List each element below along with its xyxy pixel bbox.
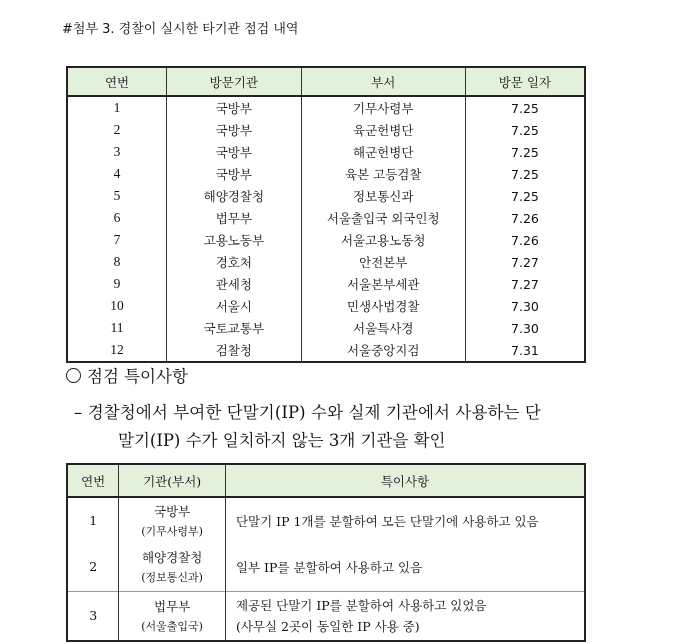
table-row bbox=[67, 141, 585, 163]
row-dept: 안전본부 bbox=[301, 251, 465, 273]
row-dept: 서울출입국 외국인청 bbox=[301, 207, 465, 229]
row-no: 3 bbox=[113, 144, 121, 159]
table-row bbox=[67, 185, 585, 207]
header-agency-dept: 기관(부서) bbox=[119, 464, 226, 497]
row-agency bbox=[119, 591, 226, 641]
row-dept: 해군헌병단 bbox=[301, 141, 465, 163]
table-row bbox=[67, 96, 585, 119]
row-agency: 고용노동부 bbox=[167, 229, 301, 251]
visit-table-header bbox=[67, 67, 585, 96]
agency-name: 해양경찰청 bbox=[141, 550, 203, 566]
row-no: 7 bbox=[113, 232, 121, 247]
row-date: 7.30 bbox=[465, 295, 585, 317]
table-row bbox=[67, 273, 585, 295]
header-dept: 부서 bbox=[301, 67, 465, 96]
row-date: 7.27 bbox=[465, 251, 585, 273]
paragraph-line-2: 말기(IP) 수가 일치하지 않는 3개 기관을 확인 bbox=[118, 431, 446, 450]
visit-table bbox=[66, 66, 586, 363]
issue-table-header bbox=[67, 464, 585, 497]
row-dept: 서울본부세관 bbox=[301, 273, 465, 295]
table-row bbox=[67, 497, 585, 543]
row-dept: 서울특사경 bbox=[301, 317, 465, 339]
header-date: 방문 일자 bbox=[465, 67, 585, 96]
row-agency: 법무부 bbox=[167, 207, 301, 229]
row-date: 7.31 bbox=[465, 339, 585, 362]
table-row bbox=[67, 591, 585, 641]
agency-name: 국방부 bbox=[154, 504, 191, 519]
row-agency: 경호처 bbox=[167, 251, 301, 273]
note-line-1: 일부 IP를 분할하여 사용하고 있음 bbox=[235, 559, 423, 575]
table-row bbox=[67, 317, 585, 339]
row-no: 9 bbox=[113, 276, 121, 291]
table-row bbox=[67, 543, 585, 591]
header-agency: 방문기관 bbox=[167, 67, 301, 96]
row-dept: 정보통신과 bbox=[301, 185, 465, 207]
note-line-1: 제공된 단말기 IP를 분할하여 사용하고 있었음 bbox=[235, 598, 487, 614]
circle-bullet-icon bbox=[66, 368, 81, 383]
row-no: 4 bbox=[113, 166, 121, 181]
agency-dept: (기무사령부) bbox=[141, 525, 203, 538]
row-date: 7.25 bbox=[465, 119, 585, 141]
row-dept: 서울중앙지검 bbox=[301, 339, 465, 362]
header-no: 연번 bbox=[67, 464, 119, 497]
row-agency: 국방부 bbox=[167, 163, 301, 185]
row-agency bbox=[119, 543, 226, 591]
row-dept: 육본 고등검찰 bbox=[301, 163, 465, 185]
document-title: #첨부 3. 경찰이 실시한 타기관 점검 내역 bbox=[62, 22, 299, 37]
row-date: 7.25 bbox=[465, 163, 585, 185]
row-note bbox=[225, 591, 585, 641]
table-row bbox=[67, 163, 585, 185]
row-date: 7.26 bbox=[465, 229, 585, 251]
row-date: 7.25 bbox=[465, 185, 585, 207]
row-date: 7.25 bbox=[465, 141, 585, 163]
row-agency: 서울시 bbox=[167, 295, 301, 317]
row-agency: 국방부 bbox=[167, 96, 301, 119]
agency-dept: (정보통신과) bbox=[141, 571, 203, 585]
row-dept: 서울고용노동청 bbox=[301, 229, 465, 251]
row-no: 10 bbox=[110, 298, 124, 313]
row-no: 12 bbox=[110, 342, 124, 357]
table-row bbox=[67, 295, 585, 317]
table-row bbox=[67, 119, 585, 141]
row-no: 8 bbox=[113, 254, 121, 269]
row-agency: 해양경찰청 bbox=[167, 185, 301, 207]
row-note bbox=[225, 497, 585, 543]
row-date: 7.26 bbox=[465, 207, 585, 229]
row-no: 2 bbox=[89, 559, 98, 575]
row-no: 3 bbox=[67, 591, 119, 641]
row-agency: 국방부 bbox=[167, 119, 301, 141]
table-row bbox=[67, 229, 585, 251]
paragraph-line-1: – 경찰청에서 부여한 단말기(IP) 수와 실제 기관에서 사용하는 단 bbox=[74, 403, 541, 422]
section-heading-text: 점검 특이사항 bbox=[87, 367, 188, 386]
header-notes: 특이사항 bbox=[225, 464, 585, 497]
row-agency: 관세청 bbox=[167, 273, 301, 295]
row-no: 2 bbox=[113, 122, 121, 137]
row-dept: 육군헌병단 bbox=[301, 119, 465, 141]
row-note bbox=[225, 543, 585, 591]
row-dept: 민생사법경찰 bbox=[301, 295, 465, 317]
note-line-2: (사무실 2곳이 동일한 IP 사용 중) bbox=[235, 619, 420, 635]
row-no: 5 bbox=[113, 188, 121, 203]
row-dept: 기무사령부 bbox=[301, 96, 465, 119]
row-agency: 국방부 bbox=[167, 141, 301, 163]
row-date: 7.25 bbox=[465, 96, 585, 119]
issue-table bbox=[66, 463, 586, 642]
table-row bbox=[67, 339, 585, 362]
header-no: 연번 bbox=[67, 67, 167, 96]
row-agency: 국토교통부 bbox=[167, 317, 301, 339]
row-no: 1 bbox=[67, 497, 119, 543]
section-heading bbox=[66, 363, 188, 387]
note-line-1: 단말기 IP 1개를 분할하여 모든 단말기에 사용하고 있음 bbox=[235, 513, 539, 529]
row-agency bbox=[119, 497, 226, 543]
row-no: 6 bbox=[113, 210, 121, 225]
row-date: 7.30 bbox=[465, 317, 585, 339]
row-agency: 검찰청 bbox=[167, 339, 301, 362]
agency-name: 법무부 bbox=[154, 599, 191, 615]
table-row bbox=[67, 251, 585, 273]
row-no: 11 bbox=[110, 320, 124, 335]
row-date: 7.27 bbox=[465, 273, 585, 295]
agency-dept: (서울출입국) bbox=[141, 620, 203, 634]
table-row bbox=[67, 207, 585, 229]
row-no: 1 bbox=[113, 100, 121, 115]
